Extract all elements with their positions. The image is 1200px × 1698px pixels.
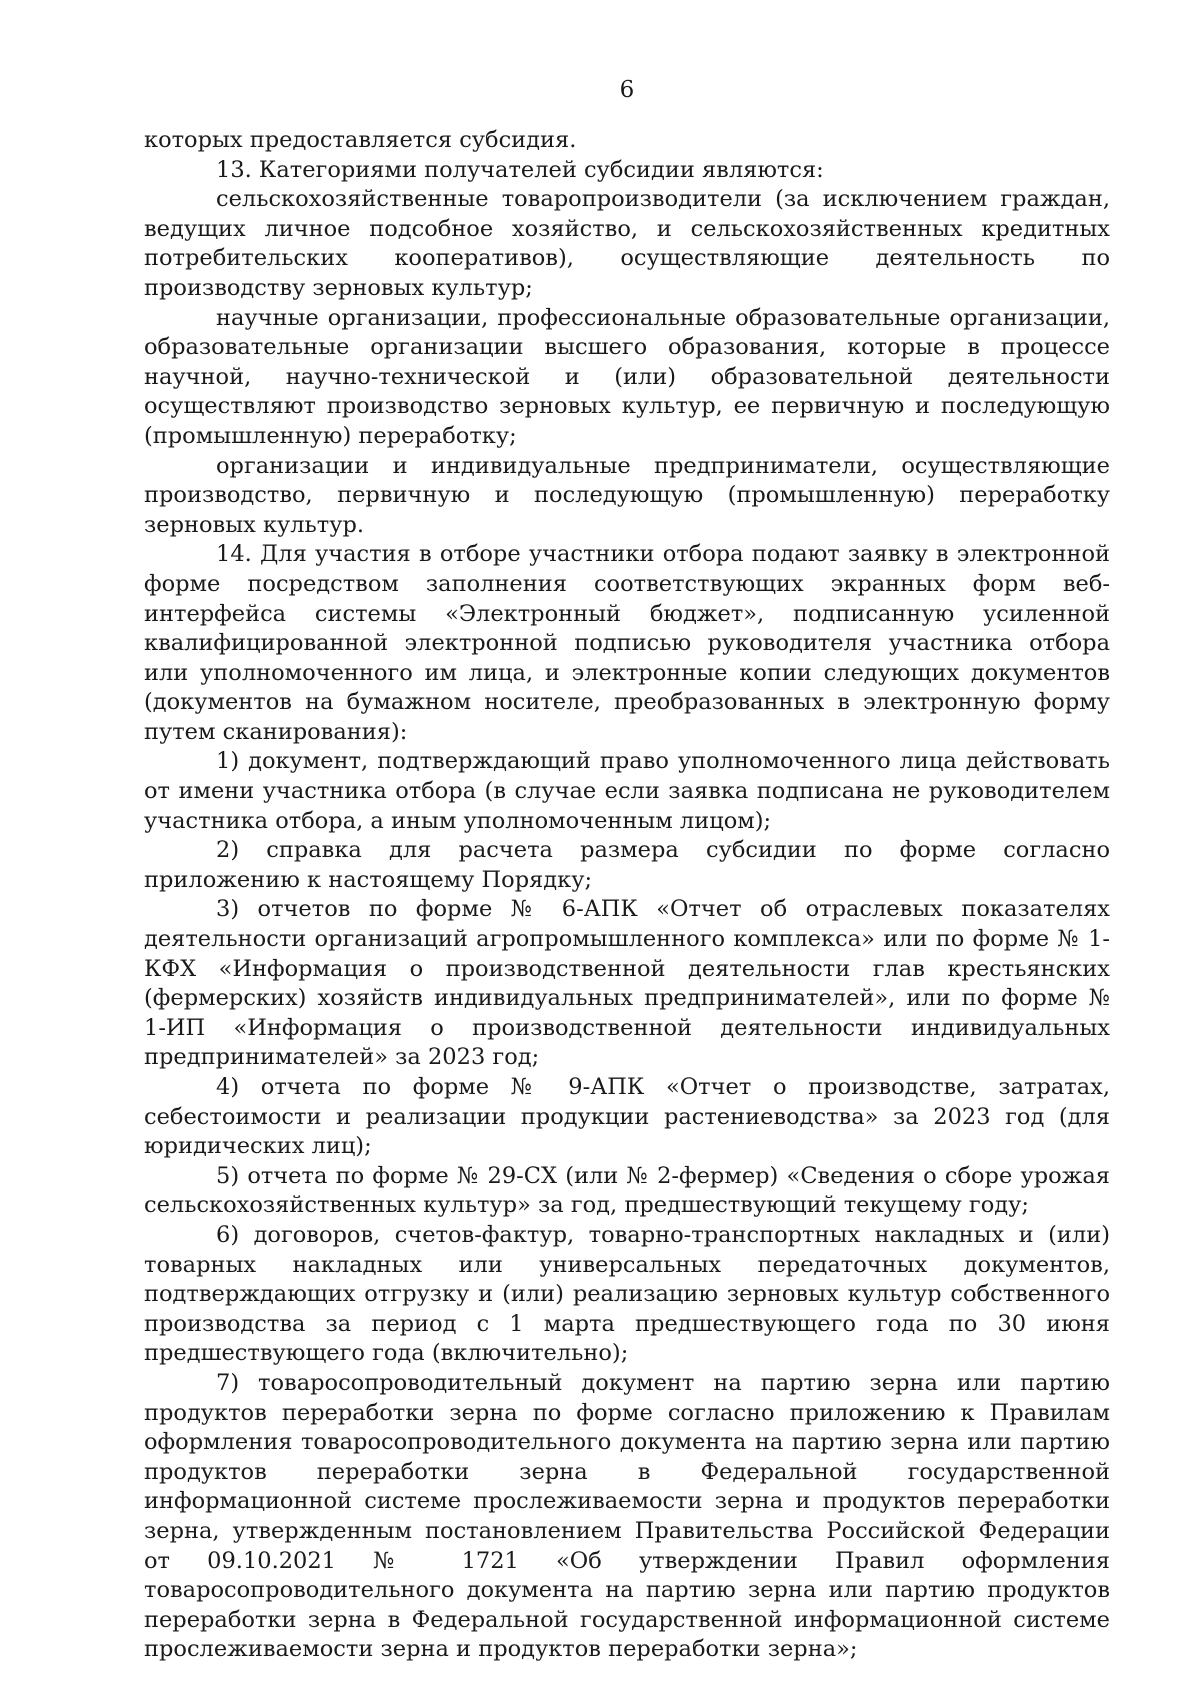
paragraph-list-item-2: 2) справка для расчета размера субсидии по форме согласно приложению к настоящему Порядку; bbox=[144, 837, 1110, 893]
paragraph-category-producers: сельскохозяйственные товаропроизводители (за исключением граждан, ведущих личное подсобное хозяйство, и сельскохозяйственных кредитных потребительских кооперативов), осуществляющие деятельность по производству зерновых культур; bbox=[144, 186, 1110, 301]
paragraph-list-item-1: 1) документ, подтверждающий право уполномоченного лица действовать от имени участника отбора (в случае если заявка подписана не руководителем участника отбора, а иным уполномоченным лицом); bbox=[144, 748, 1110, 834]
page-number: 6 bbox=[619, 77, 635, 103]
paragraph-list-item-6: 6) договоров, счетов-фактур, товарно-транспортных накладных и (или) товарных накладных или универсальных передаточных документов, подтверждающих отгрузку и (или) реализацию зерновых культур собственного производства за период с 1 марта предшествующего года по 30 июня предшествующего года (включительно); bbox=[144, 1221, 1110, 1367]
paragraph-list-item-7: 7) товаросопроводительный документ на партию зерна или партию продуктов переработки зерна по форме согласно приложению к Правилам оформления товаросопроводительного документа на партию зерна или партию продуктов переработки зерна в Федеральной государственной информационной системе прослеживаемости зерна и продуктов переработки зерна, утвержденным постановлением Правительства Российской Федерации от 09.10.2021 № 1721 «Об утверждении Правил оформления товаросопроводительного документа на партию зерна или партию продуктов переработки зерна в Федеральной государственной информационной системе прослеживаемости зерна и продуктов переработки зерна»; bbox=[144, 1369, 1110, 1663]
paragraph-list-item-4: 4) отчета по форме № 9-АПК «Отчет о производстве, затратах, себестоимости и реализации продукции растениеводства» за 2023 год (для юридических лиц); bbox=[144, 1074, 1110, 1160]
paragraph-category-scientific-orgs: научные организации, профессиональные образовательные организации, образовательные организации высшего образования, которые в процессе научной, научно-технической и (или) образовательной деятельности осуществляют производство зерновых культур, ее первичную и последующую (промышленную) переработку; bbox=[144, 304, 1110, 449]
paragraph-continuation: которых предоставляется субсидия. bbox=[144, 127, 577, 153]
paragraph-list-item-3: 3) отчетов по форме № 6-АПК «Отчет об отраслевых показателях деятельности организаций агропромышленного комплекса» или по форме № 1-КФХ «Информация о производственной деятельности глав крестьянских (фермерских) хозяйств индивидуальных предпринимателей», или по форме № 1-ИП «Информация о производственной деятельности индивидуальных предпринимателей» за 2023 год; bbox=[144, 896, 1110, 1071]
paragraph-item-14: 14. Для участия в отборе участники отбора подают заявку в электронной форме посредством заполнения соответствующих экранных форм веб-интерфейса системы «Электронный бюджет», подписанную усиленной квалифицированной электронной подписью руководителя участника отбора или уполномоченного им лица, и электронные копии следующих документов (документов на бумажном носителе, преобразованных в электронную форму путем сканирования): bbox=[144, 541, 1110, 745]
paragraph-item-13: 13. Категориями получателей субсидии являются: bbox=[216, 156, 824, 183]
paragraph-list-item-5: 5) отчета по форме № 29-СХ (или № 2-фермер) «Сведения о сборе урожая сельскохозяйственных культур» за год, предшествующий текущему году; bbox=[144, 1162, 1110, 1219]
paragraph-category-entrepreneurs: организации и индивидуальные предприниматели, осуществляющие производство, первичную и последующую (промышленную) переработку зерновых культур. bbox=[144, 452, 1110, 538]
document-page bbox=[144, 72, 1110, 1665]
